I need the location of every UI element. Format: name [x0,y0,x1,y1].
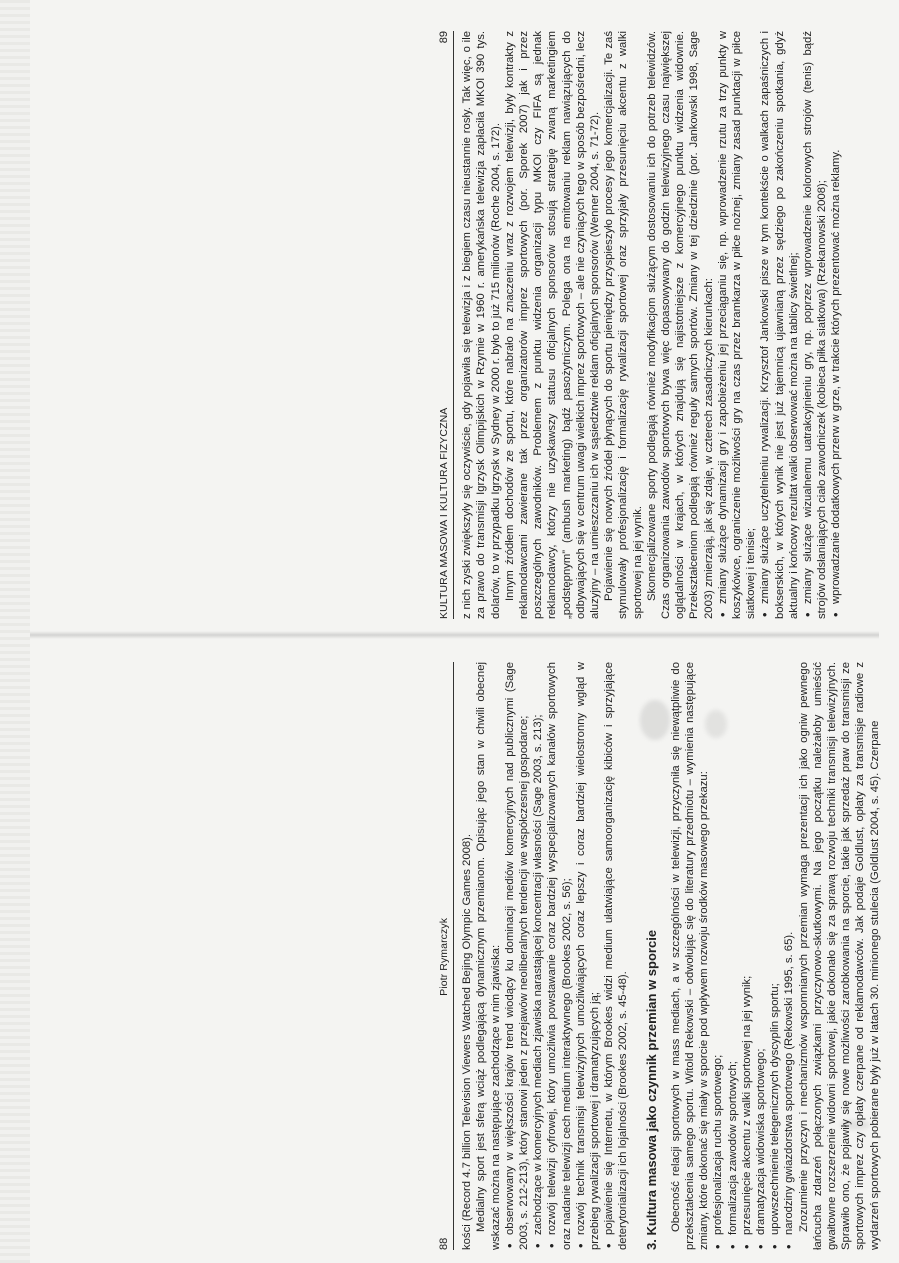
list-item: • obserwowany w większości krajów trend wiodący ku dominacji mediów komercyjnych nad publicznymi (Sage 2003, s. 212-213), który stanowi jeden z przejawów neoliberalnych tendencji we współczesnej gospodarce; [503,662,531,1250]
list-item: • zmiany służące wizualnemu uatrakcyjnieniu gry, np. poprzez wprowadzenie kolorowych strojów (tenis) bądź strojów odsłaniających ciało zawodniczek (kobieca piłka siatkowa) (Rzekanowski 2008); [801,31,829,619]
running-author: Piotr Rymarczyk [438,917,450,996]
paragraph: Skomercjalizowane sporty podlegają również modyfikacjom służącym dostosowaniu ich do potrzeb telewidzów. Czas organizowania zawodów sportowych bywa więc dopasowywany do godzin telewizyjnego czasu największej oglądalności w krajach, w których znajdują się najistotniejsze z komercyjnego punktu widzenia widownie. Przekształceniom podlegają również reguły samych sportów. Zmiany w tej dziedzinie (por. Jankowski 1998, Sage 2003) zmierzają, jak się zdaje, w czterech zasadniczych kierunkach: [645,31,715,619]
list-item: • zachodzące w komercyjnych mediach zjawiska narastającej koncentracji własności (Sage 2003, s. 213); [531,662,545,1250]
running-header [437,31,454,619]
paragraph: Zrozumienie przyczyn i mechanizmów wspomnianych przemian wymaga prezentacji ich jako ogniw pewnego łańcucha zdarzeń połączonych związkami przyczynowo-skutkowymi. Na jego początku należałoby umieścić gwałtowne rozszerzenie widowni sportowej, jakie dokonało się za sprawą rozwoju techniki transmisji telewizyjnych. Sprawiło ono, że pojawiły się nowe możliwości zarobkowania na sporcie, takie jak sprzedaż praw do transmisji ze sportowych imprez czy opłaty czerpane od reklamodawców. Jak podaje Goldlust, opłaty za transmisje radiowe z wydarzeń sportowych pobierane były już w latach 30. minionego stulecia (Goldlust 2004, s. 45). Czerpane [797,662,881,1250]
bullet-list [716,31,844,619]
paragraph: Pojawienie się nowych źródeł płynących do sportu pieniędzy przyspieszyło procesy jego komercjalizacji. Te zaś stymulowały profesjonalizację i formalizację rywalizacji sportowej oraz sprzyjały przesunięciu akcentu z walki sportowej na jej wynik. [603,31,644,619]
page-number: 88 [438,1237,450,1250]
list-item: • rozwój technik transmisji telewizyjnych umożliwiających coraz lepszy i coraz bardziej wielostronny wgląd w przebieg rywalizacji sportowej i dramatyzujących ją; [574,662,602,1250]
list-item: • dramatyzacja widowiska sportowego; [754,662,768,1250]
paragraph: kości (Record 4.7 billion Television Viewers Watched Bejing Olympic Games 2008). [461,833,474,1250]
list-item: • profesjonalizacja ruchu sportowego; [711,662,725,1250]
paragraph: Medialny sport jest sferą wciąż podlegającą dynamicznym przemianom. Opisując jego stan w chwili obecnej wskazać można na następujące zachodzące w nim zjawiska: [475,662,502,1250]
list-item: • upowszechnienie telegenicznych dyscyplin sportu; [768,662,782,1250]
page-88 [437,662,881,1250]
paragraph: z nich zyski zwiększyły się oczywiście, gdy pojawiła się telewizja i z biegiem czasu nieustannie rosły. Tak więc, o ile za prawo do transmisji Igrzysk Olimpijskich w Rzymie w 1960 r. amerykańska telewizja zapłaciła MKOl 390 tys. dolarów, to w przypadku Igrzysk w Sydney w 2000 r. było to już 715 milionów (Roche 2004, s. 172). [461,31,502,619]
page-number: 89 [438,31,450,44]
list-item: • zmiany służące uczytelnieniu rywalizacji. Krzysztof Jankowski pisze w tym kontekście o walkach zapaśniczych i bokserskich, w których wynik nie jest już tajemnicą ujawnianą przez sędziego po zakończeniu spotkania, gdyż aktualny i końcowy rezultat walki obserwować można na tablicy świetlnej; [758,31,801,619]
list-item: • rozwój telewizji cyfrowej, który umożliwia powstawanie coraz bardziej wyspecjalizowanych kanałów sportowych oraz nadanie telewizji cech medium interaktywnego (Brookes 2002, s. 56); [545,662,573,1250]
list-item: • zmiany służące dynamizacji gry i zapobieżeniu jej przeciąganiu się, np. wprowadzenie rzutu za trzy punkty w koszykówce, ograniczenie możliwości gry na czas przez bramkarza w piłce nożnej, zmiany zasad punktacji w piłce siatkowej i tenisie; [716,31,759,619]
list-item: • pojawienie się Internetu, w którym Brookes widzi medium ułatwiające samoorganizację kibiców i sprzyjające deterytorializacji ich lojalności (Brookes 2002, s. 45-48). [602,662,630,1250]
book-fold [30,631,879,639]
paragraph: Obecność relacji sportowych w mass mediach, a w szczególności w telewizji, przyczyniła się niewątpliwie do przekształcenia samego sportu. Witold Rekowski – odwołując się do literatury przedmiotu – wymienia następujące zmiany, które dokonać się miały w sporcie pod wpływem rozwoju środków masowego przekazu: [669,662,711,1250]
bullet-list [503,662,631,1250]
section-heading: 3. Kultura masowa jako czynnik przemian w sporcie [643,929,659,1250]
page-89 [437,31,847,619]
bullet-list [711,662,796,1250]
scan-edge [0,0,30,1263]
running-header [437,662,454,1250]
list-item: • przesunięcie akcentu z walki sportowej na jej wynik; [740,662,754,1250]
list-item: • wprowadzanie dodatkowych przerw w grze, w trakcie których prezentować można reklamy. [829,31,843,619]
paragraph: Innym źródłem dochodów ze sportu, które nabrało na znaczeniu wraz z rozwojem telewizji, były kontrakty z reklamodawcami zawierane tak przez organizatorów imprez sportowych (por. Sporek 2007) jak i przez poszczególnych zawodników. Problemem z punktu widzenia organizacji typu MKOl czy FIFA są jednak reklamodawcy, którzy nie uzyskawszy statusu oficjalnych sponsorów stosują strategię zwaną marketingiem „podstępnym” (ambush marketing) bądź pasożytniczym. Polega ona na emitowaniu reklam nawiązujących do odbywających się w centrum uwagi wielkich imprez sportowych – ale nie czyniących tego w sposób bezpośredni, lecz aluzyjny – na umieszczaniu ich w sąsiedztwie reklam oficjalnych sponsorów (Wenner 2004, s. 71-72). [503,31,602,619]
list-item: • narodziny gwiazdorstwa sportowego (Rekowski 1995, s. 65). [782,662,796,1250]
running-title: KULTURA MASOWA I KULTURA FIZYCZNA [438,407,450,619]
list-item: • formalizacja zawodów sportowych; [726,662,740,1250]
